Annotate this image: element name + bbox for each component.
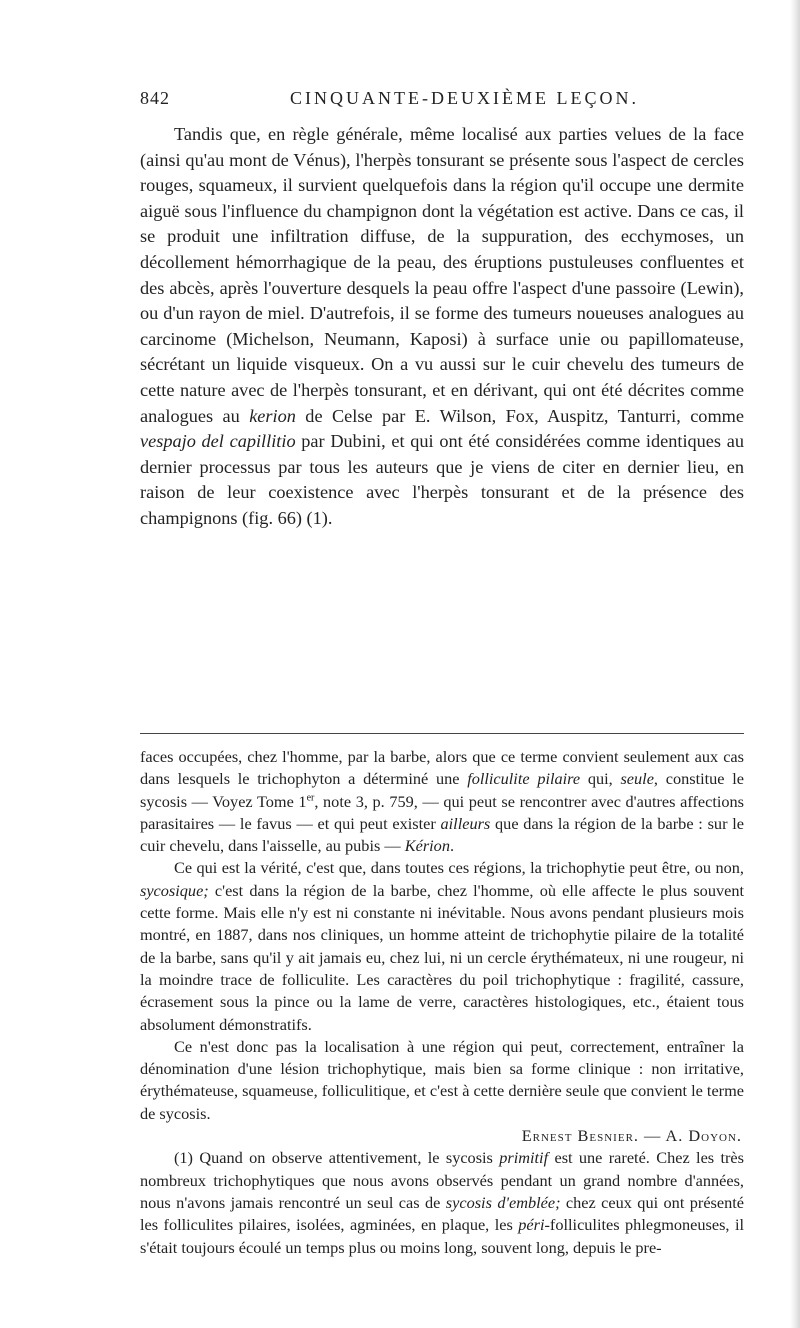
- main-italic-kerion: kerion: [249, 405, 296, 426]
- page-header: [140, 88, 740, 114]
- note-text-run: Ce qui est la vérité, c'est que, dans toutes ces régions, la trichophytie peut être, ou non,: [174, 858, 744, 878]
- note-italic: seule: [620, 769, 654, 789]
- footnote-separator-rule: [140, 733, 744, 734]
- note-text-run: .: [449, 836, 455, 856]
- note-italic: primitif: [499, 1148, 549, 1168]
- note-text-run: qui,: [580, 769, 621, 789]
- note-italic: sycosique;: [140, 880, 209, 900]
- note-text-run: , constitue le sycosis — Voyez Tome 1: [140, 769, 744, 811]
- note-text-run: chez ceux qui ont présenté les folliculites pilaires, isolées, agminées, en plaque, les: [140, 1192, 744, 1235]
- main-text-run: Tandis que, en règle générale, même localisé aux parties velues de la face (ainsi qu'au mont de Vénus), l'herpès tonsurant se présente sous l'aspect de cercles rouges, squameux, il survient quelquefois dans la région qu'il occupe une dermite aiguë sous l'influence du champignon dont la végétation est active. Dans ce cas, il se produit une infiltration diffuse, de la suppuration, des ecchymoses, un décollement hémorrhagique de la peau, des éruptions pustuleuses confluentes et des abcès, après l'ouverture desquels la peau offre l'aspect d'une passoire (Lewin), ou d'un rayon de miel. D'autrefois, il se forme des tumeurs noueuses analogues au carcinome (Michelson, Neumann, Kaposi) à surface unie ou papillomateuse, sécrétant un liquide visqueux. On a vu aussi sur le cuir chevelu des tumeurs de cette nature avec de l'herpès tonsurant, et en dérivant, qui ont été décrites comme analogues au: [140, 124, 744, 426]
- footnote-1: [140, 1147, 744, 1258]
- footnote-paragraph-continued: [140, 746, 744, 857]
- page-edge-shadow: [790, 0, 800, 1328]
- note-superscript: er: [306, 792, 315, 804]
- note-italic: Kérion: [404, 836, 450, 856]
- main-italic-vespajo: vespajo del capillitio: [140, 431, 296, 452]
- footnotes: [140, 746, 744, 1259]
- main-text-run: de Celse par E. Wilson, Fox, Auspitz, Tanturri, comme: [295, 405, 744, 426]
- note-text-run: c'est dans la région de la barbe, chez l'homme, où elle affecte le plus souvent cette forme. Mais elle n'y est ni constante ni inévitable. Nous avons pendant plusieurs mois montré, en 1887, dans nos cliniques, un homme atteint de trichophytie pilaire de la totalité de la barbe, sans qu'il y ait jamais eu, chez lui, ni un cercle érythémateux, ni une rougeur, ni la moindre trace de folliculite. Les caractères du poil trichophytique : fragilité, cassure, écrasement sous la pince ou la lame de verre, caractères histologiques, etc., étaient tous absolument démonstratifs.: [140, 880, 744, 1034]
- note-text-run: -folliculites phlegmoneuses, il s'était toujours écoulé un temps plus ou moins long, souvent long, depuis le pre-: [140, 1215, 744, 1257]
- note-italic: péri: [518, 1215, 545, 1235]
- note-text-run: est une rareté. Chez les très nombreux trichophytiques que nous avons observés pendant un grand nombre d'années, nous n'avons jamais rencontré un seul cas de: [140, 1148, 744, 1212]
- note-text-run: , note 3, p. 759, — qui peut se rencontrer avec d'autres affections parasitaires — le favus — et qui peut exister: [140, 791, 744, 833]
- note-italic: ailleurs: [440, 813, 491, 833]
- main-text-run: par Dubini, et qui ont été considérées comme identiques au dernier processus par tous les auteurs que je viens de citer en dernier lieu, en raison de leur coexistence avec l'herpès tonsurant et de la présence des champignons (fig. 66) (1).: [140, 431, 744, 528]
- note-text-run: (1) Quand on observe attentivement, le sycosis: [174, 1148, 500, 1168]
- footnote-paragraph: [140, 857, 744, 1035]
- footnote-signature: Ernest Besnier. — A. Doyon.: [521, 1126, 742, 1146]
- main-paragraph: [140, 122, 744, 532]
- footnote-paragraph: Ce n'est donc pas la localisation à une région qui peut, correctement, entraîner la dénomination d'une lésion trichophytique, mais bien sa forme clinique : non irritative, érythémateuse, squameuse, folliculitique, et c'est à cette dernière seule que convient le terme de sycosis.: [140, 1036, 744, 1123]
- page-number: 842: [140, 88, 170, 108]
- note-text-run: faces occupées, chez l'homme, par la barbe, alors que ce terme convient seulement aux cas dans lesquels le trichophyton a déterminé une: [140, 747, 744, 789]
- note-text-run: que dans la région de la barbe : sur le cuir chevelu, dans l'aisselle, au pubis —: [140, 813, 744, 856]
- running-title: CINQUANTE-DEUXIÈME LEÇON.: [290, 88, 639, 108]
- note-italic: folliculite pilaire: [467, 769, 581, 789]
- note-italic: sycosis d'emblée;: [445, 1192, 561, 1212]
